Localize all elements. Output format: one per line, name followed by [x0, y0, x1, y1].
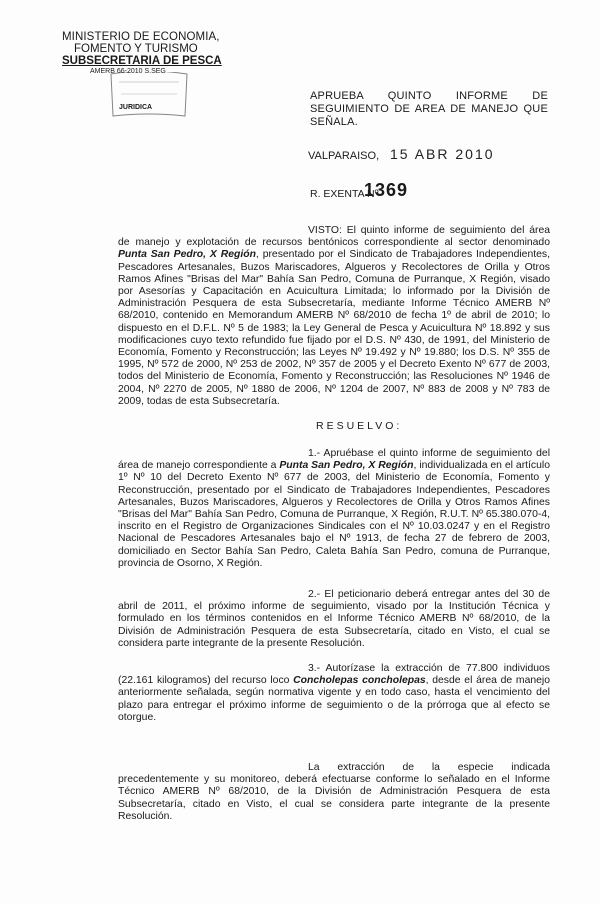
- resolution-label: R. EXENTA Nº: [310, 188, 379, 200]
- ministry-name: MINISTERIO DE ECONOMIA,: [62, 31, 220, 43]
- reference-code: AMERB 66-2010 S.SEG: [90, 68, 166, 75]
- sector-name: Punta San Pedro, X Región: [279, 460, 414, 472]
- place-label: VALPARAISO,: [308, 150, 380, 162]
- resolution-point-1: 1.- Apruébase el quinto informe de seguimiento del área de manejo correspondiente a Punta San Pedro, X Región, individualizada en el artículo 1º Nº 10 del Decreto Exento Nº 677 de 2003, del Ministerio de Economía, Fomento y Reconstrucción, presentado por el Sindicato de Trabajadores Independientes, Pescadores Artesanales, Buzos Mariscadores, Algueros y Recolectores de Orilla y Otros Ramos Afines "Brisas del Mar" Bahía San Pedro, Comuna de Purranque, X Región, R.U.T. Nº 65.380.070-4, inscrito en el Registro de Organizaciones Sindicales con el Nº 10.03.0247 y en el Registro Nacional de Pescadores Artesanales bajo el Nº 1913, de fecha 27 de febrero de 2003, domiciliado en Sector Bahía San Pedro, Caleta Bahía San Pedro, comuna de Purranque, provincia de Osorno, X Región.: [118, 448, 550, 569]
- resolution-number: 1369: [364, 180, 409, 200]
- document-subject: APRUEBA QUINTO INFORME DE SEGUIMIENTO DE AREA DE MANEJO QUE SEÑALA.: [310, 90, 548, 128]
- resuelvo-heading: RESUELVO:: [316, 420, 403, 432]
- subsecretaria-name: SUBSECRETARIA DE PESCA: [62, 55, 222, 67]
- resolution-point-2: 2.- El peticionario deberá entregar antes del 30 de abril de 2011, el próximo informe de seguimiento, visado por la Institución Técnica y formulado en los términos contenidos en el Informe Técnico AMERB Nº 68/2010, de la División de Administración Pesquera de esta Subsecretaría, citado en Visto, el cual se considera parte integrante de la presente Resolución.: [118, 589, 550, 649]
- date-stamp: 15 ABR 2010: [390, 146, 495, 162]
- stamp-label: JURIDICA: [119, 104, 153, 111]
- resolution-point-3-continued: La extracción de la especie indicada precedentemente y su monitoreo, deberá efectuarse conforme lo señalado en el Informe Técnico AMERB Nº 68/2010, de la División de Administración Pesquera de esta Subsecretaría, citado en Visto, el cual se considera parte integrante de la presente Resolución.: [118, 762, 550, 822]
- juridica-stamp-icon: [107, 72, 191, 118]
- letterhead: [62, 31, 222, 76]
- visto-lead: VISTO:: [308, 225, 342, 236]
- visto-paragraph: VISTO: El quinto informe de seguimiento del área de manejo y explotación de recursos bentónicos correspondiente al sector denominado Punta San Pedro, X Región, presentado por el Sindicato de Trabajadores Independientes, Pescadores Artesanales, Buzos Mariscadores, Algueros y Recolectores de Orilla y Otros Ramos Afines "Brisas del Mar" Bahía San Pedro, Comuna de Purranque, X Región, visado por Asesorías y Capacitación en Acuicultura Limitada; lo informado por la División de Administración Pesquera de esta Subsecretaría, mediante Informe Técnico AMERB Nº 68/2010, contenido en Memorandum AMERB Nº 68/2010 de fecha 1º de abril de 2010; lo dispuesto en el D.F.L. Nº 5 de 1983; la Ley General de Pesca y Acuicultura Nº 18.892 y sus modificaciones cuyo texto refundido fue fijado por el D.S. Nº 430, de 1991, del Ministerio de Economía, Fomento y Reconstrucción; las Leyes Nº 19.492 y Nº 19.880; los D.S. Nº 355 de 1995, Nº 572 de 2000, Nº 253 de 2002, Nº 357 de 2005 y el Decreto Exento Nº 677 de 2003, todos del Ministerio de Economía, Fomento y Reconstrucción; las Resoluciones Nº 1946 de 2004, Nº 2270 de 2005, Nº 1880 de 2006, Nº 1204 de 2007, Nº 883 de 2008 y Nº 783 de 2009, todas de esta Subsecretaría.: [118, 225, 550, 407]
- ministry-subtitle: FOMENTO Y TURISMO: [74, 43, 198, 55]
- resolution-point-3: 3.- Autorízase la extracción de 77.800 individuos (22.161 kilogramos) del recurso loco Concholepas concholepas, desde el área de manejo anteriormente señalada, según normativa vigente y en todo caso, hasta el vencimiento del plazo para entregar el próximo informe de seguimiento o de la prórroga que al efecto se otorgue.: [118, 663, 550, 723]
- sector-name: Punta San Pedro, X Región: [118, 249, 256, 261]
- species-name: Concholepas concholepas: [293, 675, 426, 687]
